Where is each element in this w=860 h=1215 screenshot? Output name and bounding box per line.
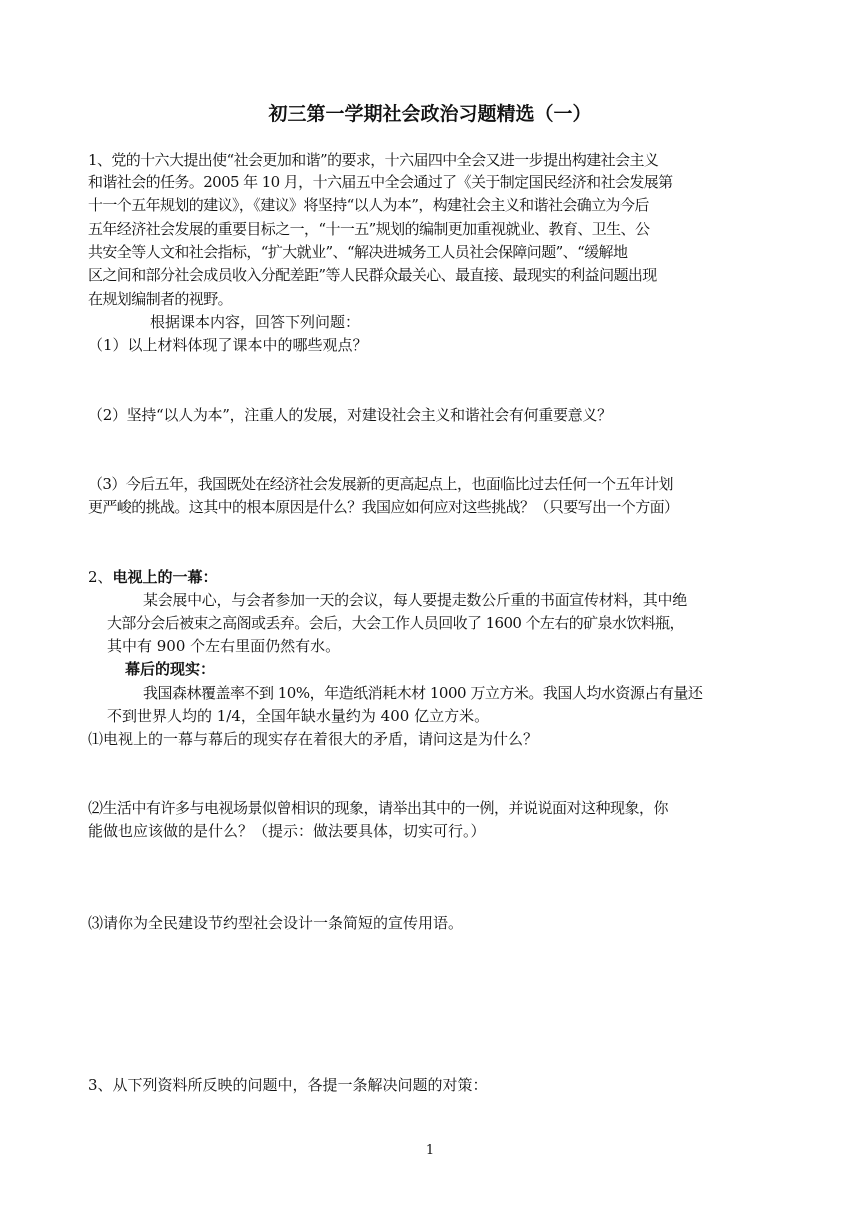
q1-subquestion-3-line-1: （3）今后五年，我国既处在经济社会发展新的更高起点上，也面临比过去任何一个五年计划 bbox=[88, 475, 673, 493]
q1-subquestion-1: （1）以上材料体现了课本中的哪些观点？ bbox=[88, 336, 368, 354]
q2-subquestion-1: ⑴电视上的一幕与幕后的现实存在着很大的矛盾，请问这是为什么？ bbox=[88, 730, 539, 748]
q1-subquestion-2: （2）坚持“以人为本”，注重人的发展，对建设社会主义和谐社会有何重要意义？ bbox=[88, 406, 612, 424]
q1-line-1: 1、党的十六大提出使“社会更加和谐”的要求，十六届四中全会又进一步提出构建社会主义 bbox=[88, 151, 659, 169]
q2-scene-line-1: 某会展中心，与会者参加一天的会议，每人要提走数公斤重的书面宣传材料，其中绝 bbox=[143, 591, 687, 609]
q2-subquestion-2-line-1: ⑵生活中有许多与电视场景似曾相识的现象，请举出其中的一例，并说说面对这种现象，你 bbox=[88, 799, 669, 817]
q2-scene-line-2: 大部分会后被束之高阁或丢弃。会后，大会工作人员回收了 1600 个左右的矿泉水饮料瓶， bbox=[107, 614, 684, 632]
q1-line-5: 共安全等人文和社会指标，“扩大就业”、“解决进城务工人员社会保障问题”、“缓解地 bbox=[88, 243, 628, 261]
q1-instruction: 根据课本内容，回答下列问题： bbox=[150, 313, 361, 331]
q1-line-6: 区之间和部分社会成员收入分配差距”等人民群众最关心、最直接、最现实的利益问题出现 bbox=[88, 266, 657, 284]
q2-reality-heading: 幕后的现实： bbox=[125, 660, 216, 678]
page-number: 1 bbox=[425, 1143, 435, 1158]
q1-line-2: 和谐社会的任务。2005 年 10 月，十六届五中全会通过了《关于制定国民经济和社会发展第 bbox=[88, 173, 673, 191]
q1-line-4: 五年经济社会发展的重要目标之一，“十一五”规划的编制更加重视就业、教育、卫生、公 bbox=[88, 220, 650, 238]
q2-scene-line-3: 其中有 900 个左右里面仍然有水。 bbox=[107, 637, 341, 655]
q2-heading-text: 电视上的一幕： bbox=[112, 568, 218, 586]
page-title: 初三第一学期社会政治习题精选（一） bbox=[268, 103, 592, 125]
q2-heading bbox=[88, 566, 218, 588]
q2-reality-line-1: 我国森林覆盖率不到 10%，年造纸消耗木材 1000 万立方米。我国人均水资源占有量还 bbox=[143, 684, 703, 702]
q2-subquestion-3: ⑶请你为全民建设节约型社会设计一条简短的宣传用语。 bbox=[88, 914, 464, 932]
q2-reality-line-2: 不到世界人均的 1/4，全国年缺水量约为 400 亿立方米。 bbox=[107, 707, 490, 725]
q1-line-3: 十一个五年规划的建议》，《建议》将坚持“以人为本”，构建社会主义和谐社会确立为今后 bbox=[88, 196, 649, 214]
q2-subquestion-2-line-2: 能做也应该做的是什么？（提示：做法要具体，切实可行。） bbox=[88, 822, 486, 840]
q3-line: 3、从下列资料所反映的问题中，各提一条解决问题的对策： bbox=[88, 1076, 488, 1094]
q2-number: 2、 bbox=[88, 568, 113, 586]
q1-line-7: 在规划编制者的视野。 bbox=[88, 290, 233, 308]
q1-subquestion-3-line-2: 更严峻的挑战。这其中的根本原因是什么？我国应如何应对这些挑战？（只要写出一个方面） bbox=[88, 498, 679, 516]
